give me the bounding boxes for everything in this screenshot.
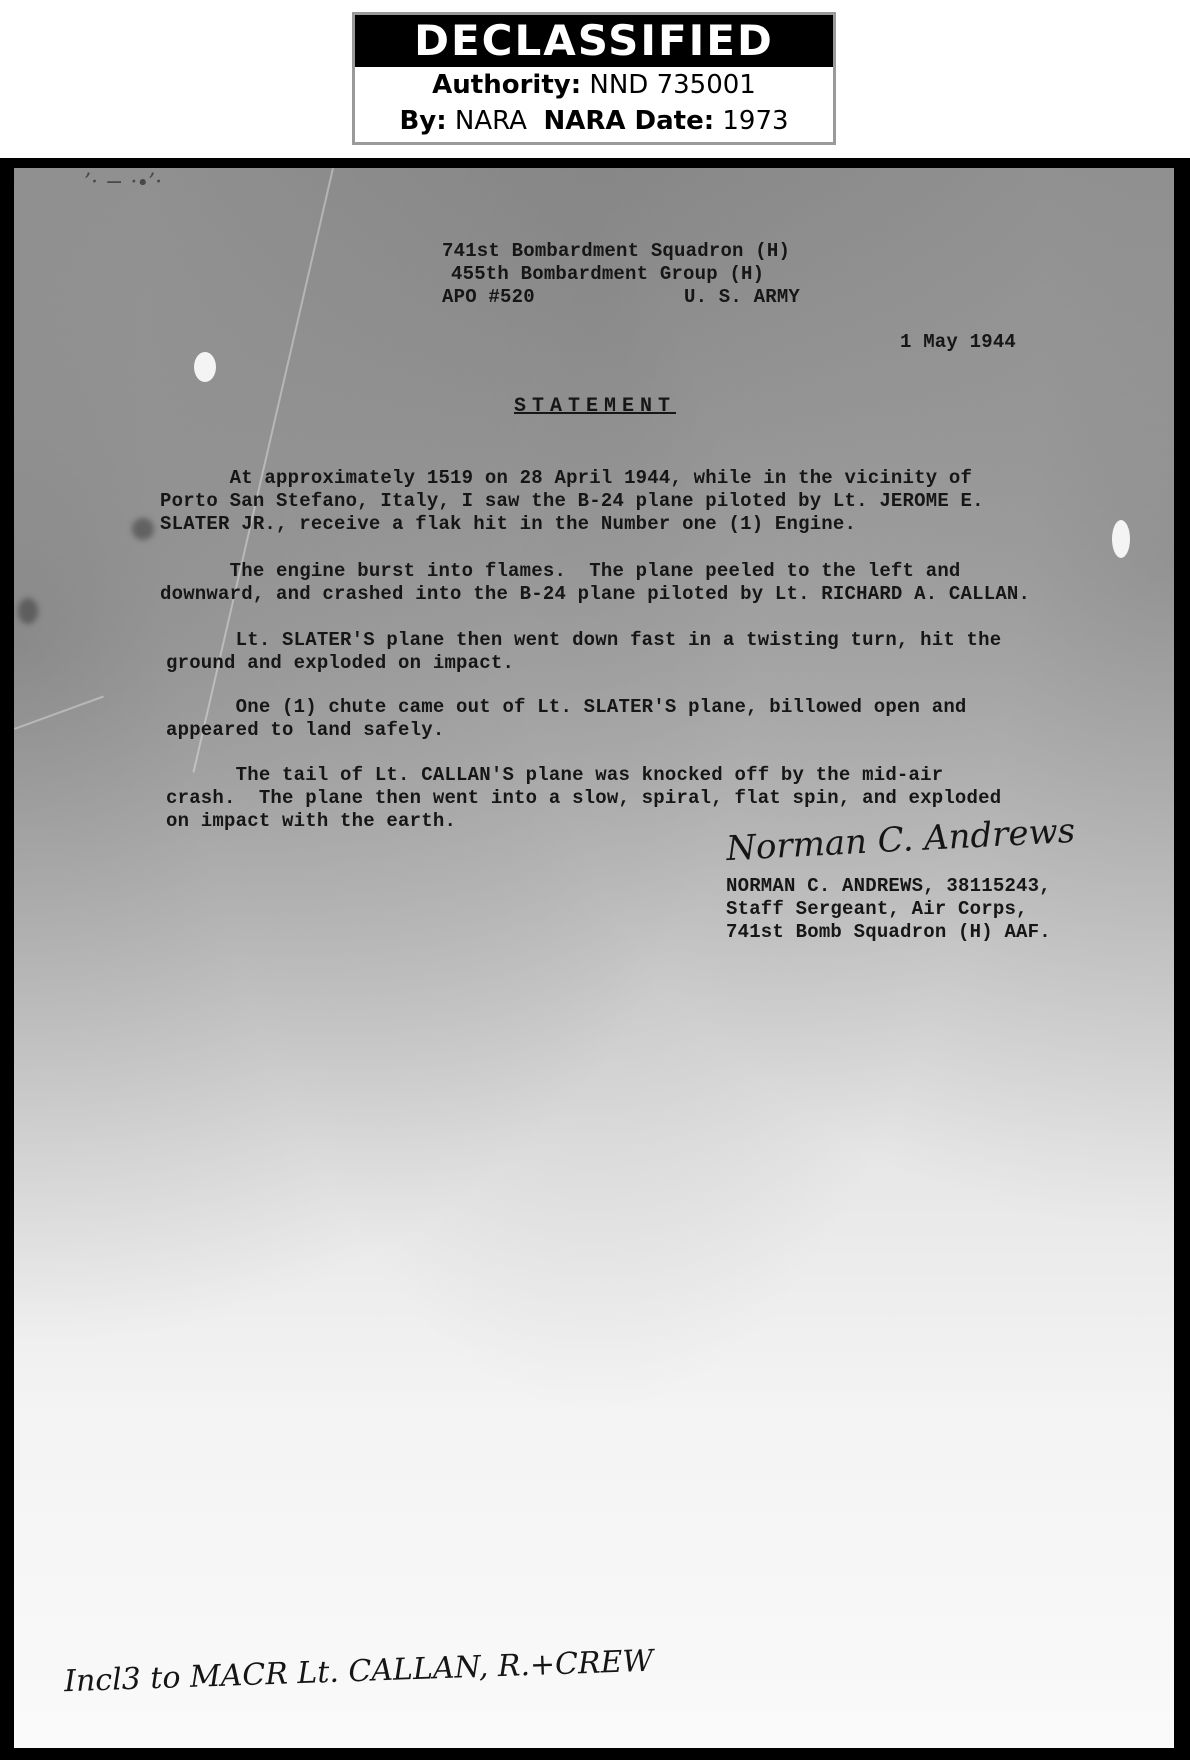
letterhead-group: 455th Bombardment Group (H) — [451, 263, 765, 285]
stamp-authority-label: Authority: — [432, 70, 582, 100]
stamp-authority-value: NND 735001 — [589, 70, 756, 100]
paragraph-5-line-1: The tail of Lt. CALLAN'S plane was knocked off by the mid-air — [166, 764, 944, 786]
stamp-by-line — [355, 103, 833, 139]
paragraph-3-line-2: ground and exploded on impact. — [166, 652, 515, 674]
paragraph-2-line-2: downward, and crashed into the B-24 plane piloted by Lt. RICHARD A. CALLAN. — [160, 583, 1031, 605]
scan-frame — [0, 158, 1190, 1760]
letterhead-army: U. S. ARMY — [684, 286, 801, 308]
paragraph-1-line-1: At approximately 1519 on 28 April 1944, while in the vicinity of — [160, 467, 973, 489]
signature: Norman C. Andrews — [725, 810, 1077, 870]
declassified-stamp — [352, 12, 836, 145]
letterhead-squadron: 741st Bombardment Squadron (H) — [442, 240, 791, 262]
paragraph-5-line-3: on impact with the earth. — [166, 810, 457, 832]
letterhead-apo: APO #520 — [442, 286, 535, 308]
scanned-sheet — [14, 168, 1174, 1748]
paragraph-3-line-1: Lt. SLATER'S plane then went down fast in a twisting turn, hit the — [166, 629, 1002, 651]
statement-title: STATEMENT — [514, 395, 677, 418]
stamp-title: DECLASSIFIED — [355, 15, 833, 67]
paper-crease — [14, 696, 104, 730]
handwritten-enclosure-note: Incl3 to MACR Lt. CALLAN, R.+CREW — [63, 1643, 654, 1700]
signature-block-rank: Staff Sergeant, Air Corps, — [726, 898, 1028, 920]
paragraph-1-line-3: SLATER JR., receive a flak hit in the Number one (1) Engine. — [160, 513, 857, 535]
stamp-date-label: NARA Date: — [543, 106, 715, 136]
paper-blot — [1112, 520, 1130, 558]
paragraph-5-line-2: crash. The plane then went into a slow, spiral, flat spin, and exploded — [166, 787, 1002, 809]
corner-scribble: ’· − ·∙’· — [84, 170, 163, 195]
stamp-by-label: By: — [399, 106, 447, 136]
document-date: 1 May 1944 — [900, 331, 1017, 353]
signature-block-name: NORMAN C. ANDREWS, 38115243, — [726, 875, 1051, 897]
stamp-by-value: NARA — [454, 106, 527, 136]
signature-block-unit: 741st Bomb Squadron (H) AAF. — [726, 921, 1051, 943]
paragraph-4-line-2: appeared to land safely. — [166, 719, 445, 741]
stamp-date-value: 1973 — [722, 106, 789, 136]
dark-spot — [18, 598, 38, 624]
paper-blot — [194, 352, 216, 382]
dark-spot — [132, 518, 154, 540]
paragraph-2-line-1: The engine burst into flames. The plane peeled to the left and — [160, 560, 961, 582]
stamp-authority-line — [355, 67, 833, 103]
paragraph-1-line-2: Porto San Stefano, Italy, I saw the B-24 plane piloted by Lt. JEROME E. — [160, 490, 984, 512]
paragraph-4-line-1: One (1) chute came out of Lt. SLATER'S plane, billowed open and — [166, 696, 967, 718]
